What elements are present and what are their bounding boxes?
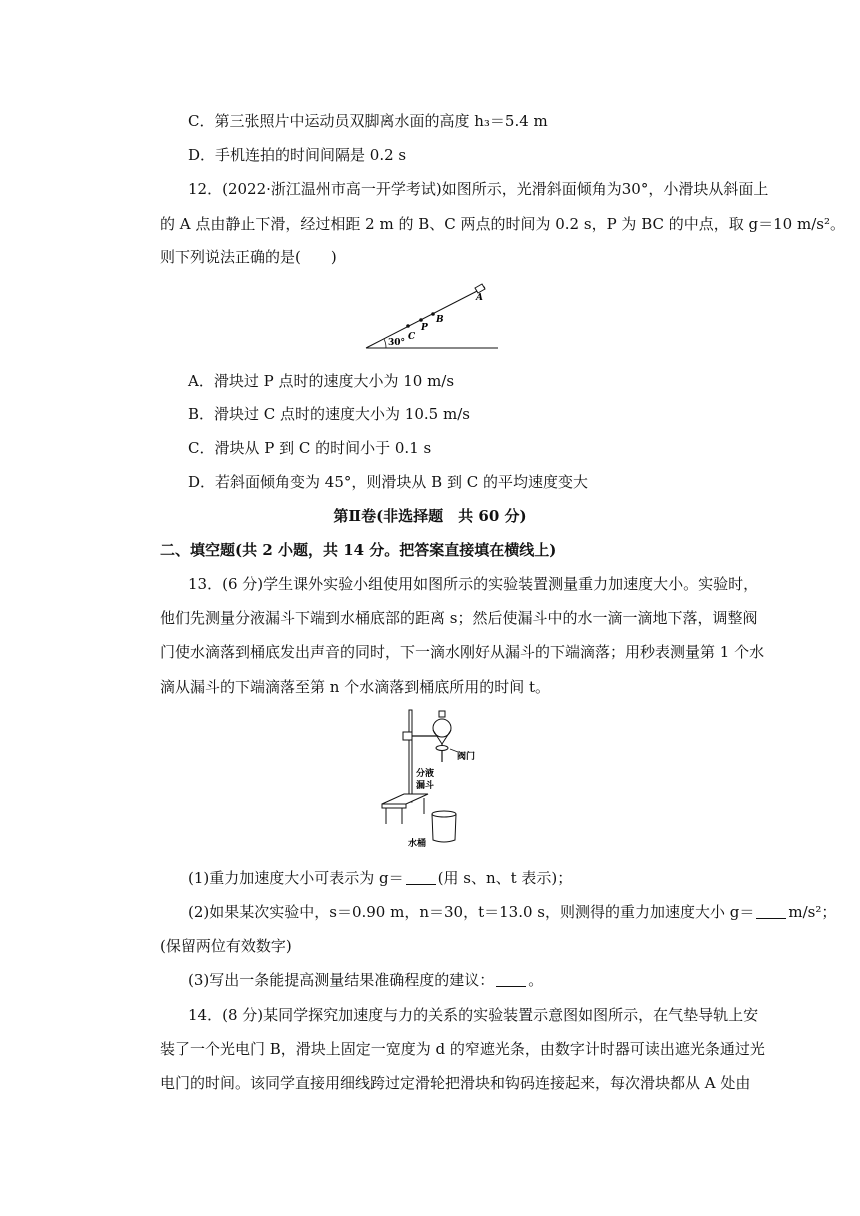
point-p-dot <box>419 318 423 322</box>
q13-sub2-note: (保留两位有效数字) <box>160 937 292 955</box>
label-p: P <box>421 323 428 333</box>
answer-blank-3[interactable] <box>496 972 526 987</box>
part2-title: 第Ⅱ卷(非选择题 共 60 分) <box>333 507 527 525</box>
q12-stem-line2: 的 A 点由静止下滑，经过相距 2 m 的 B、C 两点的时间为 0.2 s，P 为 BC 的中点，取 g＝10 m/s²。 <box>160 215 845 233</box>
valve-label: 阀门 <box>457 752 476 762</box>
apparatus-figure <box>376 706 486 852</box>
q11-option-d: D．手机连拍的时间间隔是 0.2 s <box>188 146 407 164</box>
funnel-label-1: 分液 <box>416 769 435 779</box>
q13-stem-line1: 13．(6 分)学生课外实验小组使用如图所示的实验装置测量重力加速度大小。实验时， <box>188 575 759 593</box>
q14-stem-line1: 14．(8 分)某同学探究加速度与力的关系的实验装置示意图如图所示，在气垫导轨上安 <box>188 1006 759 1024</box>
q12-option-d: D．若斜面倾角变为 45°，则滑块从 B 到 C 的平均速度变大 <box>188 473 588 491</box>
q12-option-a: A．滑块过 P 点时的速度大小为 10 m/s <box>188 372 455 390</box>
q12-option-c: C．滑块从 P 到 C 的时间小于 0.1 s <box>188 439 432 457</box>
point-b-dot <box>431 312 435 316</box>
q14-stem-line2: 装了一个光电门 B，滑块上固定一宽度为 d 的窄遮光条，由数字计时器可读出遮光条通过光 <box>160 1040 765 1058</box>
q13-stem-line3: 门使水滴落到桶底发出声音的同时，下一滴水刚好从漏斗的下端滴落；用秒表测量第 1 个水 <box>160 643 765 661</box>
bucket-label: 水桶 <box>408 839 427 849</box>
q14-stem-line3: 电门的时间。该同学直接用细线跨过定滑轮把滑块和钩码连接起来，每次滑块都从 A 处由 <box>160 1074 751 1092</box>
answer-blank-2[interactable] <box>756 904 786 919</box>
q13-stem-line2: 他们先测量分液漏斗下端到水桶底部的距离 s；然后使漏斗中的水一滴一滴地下落，调整阀 <box>160 609 758 627</box>
section-fill-in-heading: 二、填空题(共 2 小题，共 14 分。把答案直接填在横线上) <box>160 541 557 559</box>
q11-option-c: C．第三张照片中运动员双脚离水面的高度 h₃＝5.4 m <box>188 112 548 130</box>
q13-sub1 <box>0 867 860 889</box>
q13-sub3-tail: 。 <box>528 971 544 989</box>
q13-sub2-text: (2)如果某次实验中，s＝0.90 m，n＝30，t＝13.0 s，则测得的重力加速度大小 g＝ <box>188 903 755 921</box>
label-a: A <box>476 293 483 303</box>
q13-stem-line4: 滴从漏斗的下端滴落至第 n 个水滴落到桶底所用的时间 t。 <box>160 678 550 696</box>
q13-sub1-text: (1)重力加速度大小可表示为 g＝ <box>188 869 404 887</box>
incline-figure <box>360 278 505 354</box>
q13-sub1-tail: (用 s、n、t 表示)； <box>437 869 573 887</box>
q12-option-b: B．滑块过 C 点时的速度大小为 10.5 m/s <box>188 405 470 423</box>
q13-sub3-text: (3)写出一条能提高测量结果准确程度的建议： <box>188 971 495 989</box>
label-c: C <box>408 332 416 342</box>
q12-stem-line1: 12．(2022·浙江温州市高一开学考试)如图所示，光滑斜面倾角为30°，小滑块从斜面上 <box>188 180 769 198</box>
funnel-label-2: 漏斗 <box>416 781 435 791</box>
q12-stem-line3: 则下列说法正确的是( ) <box>160 248 337 266</box>
q13-sub2-tail: m/s²； <box>788 903 837 921</box>
answer-blank-1[interactable] <box>406 870 436 885</box>
label-b: B <box>436 315 444 325</box>
q13-sub2 <box>0 901 860 923</box>
angle-label: 30° <box>388 338 406 348</box>
point-c-dot <box>406 324 410 328</box>
q13-sub3 <box>0 969 860 991</box>
